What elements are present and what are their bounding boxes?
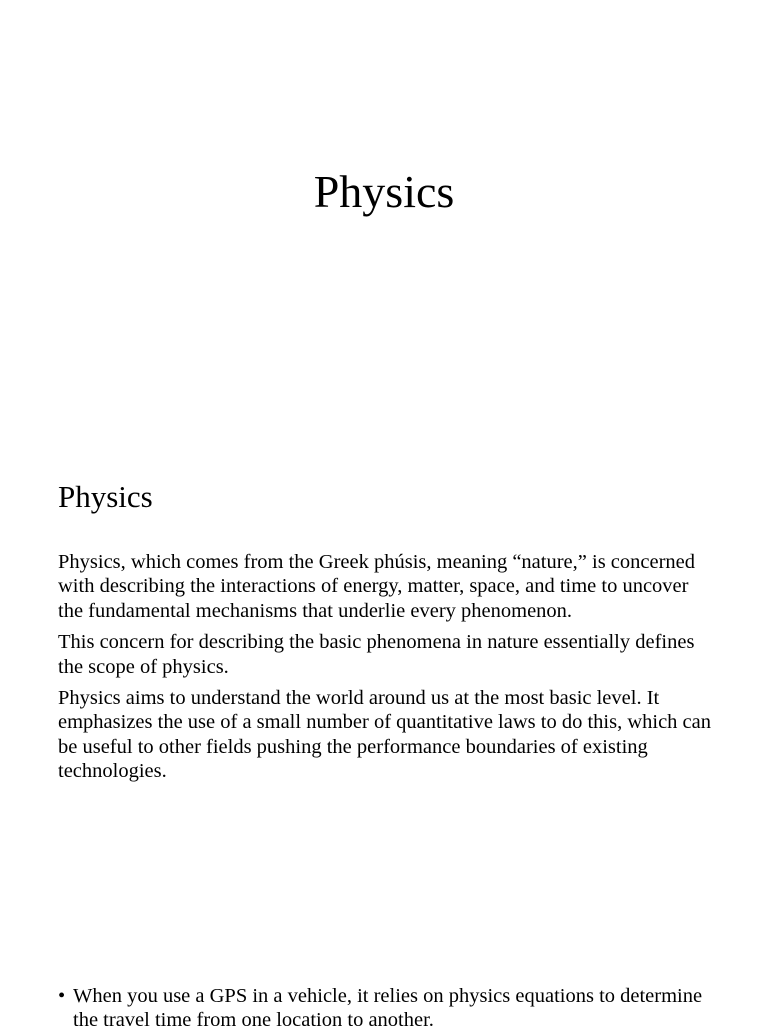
bullet-icon: •: [58, 985, 66, 1007]
page-title: Physics: [313, 166, 455, 217]
bullet-list: [58, 984, 718, 1033]
paragraph-scope: This concern for describing the basic phenomena in nature essentially defines the scope of physics.: [58, 631, 695, 678]
body-text: [58, 550, 718, 791]
paragraph-aims: Physics aims to understand the world around us at the most basic level. It emphasizes the use of a small number of quantitative laws to do this, which can be useful to other fields pushing the performance boundaries of existing technologies.: [58, 687, 711, 783]
paragraph-etymology: Physics, which comes from the Greek phúsis, meaning “nature,” is concerned with describing the interactions of energy, matter, space, and time to uncover the fundamental mechanisms that underlie every phenomenon.: [58, 551, 696, 622]
bullet-text: When you use a GPS in a vehicle, it relies on physics equations to determine the travel time from one location to another.: [73, 985, 703, 1032]
list-item: [58, 984, 718, 1033]
section-heading: Physics: [58, 479, 153, 514]
